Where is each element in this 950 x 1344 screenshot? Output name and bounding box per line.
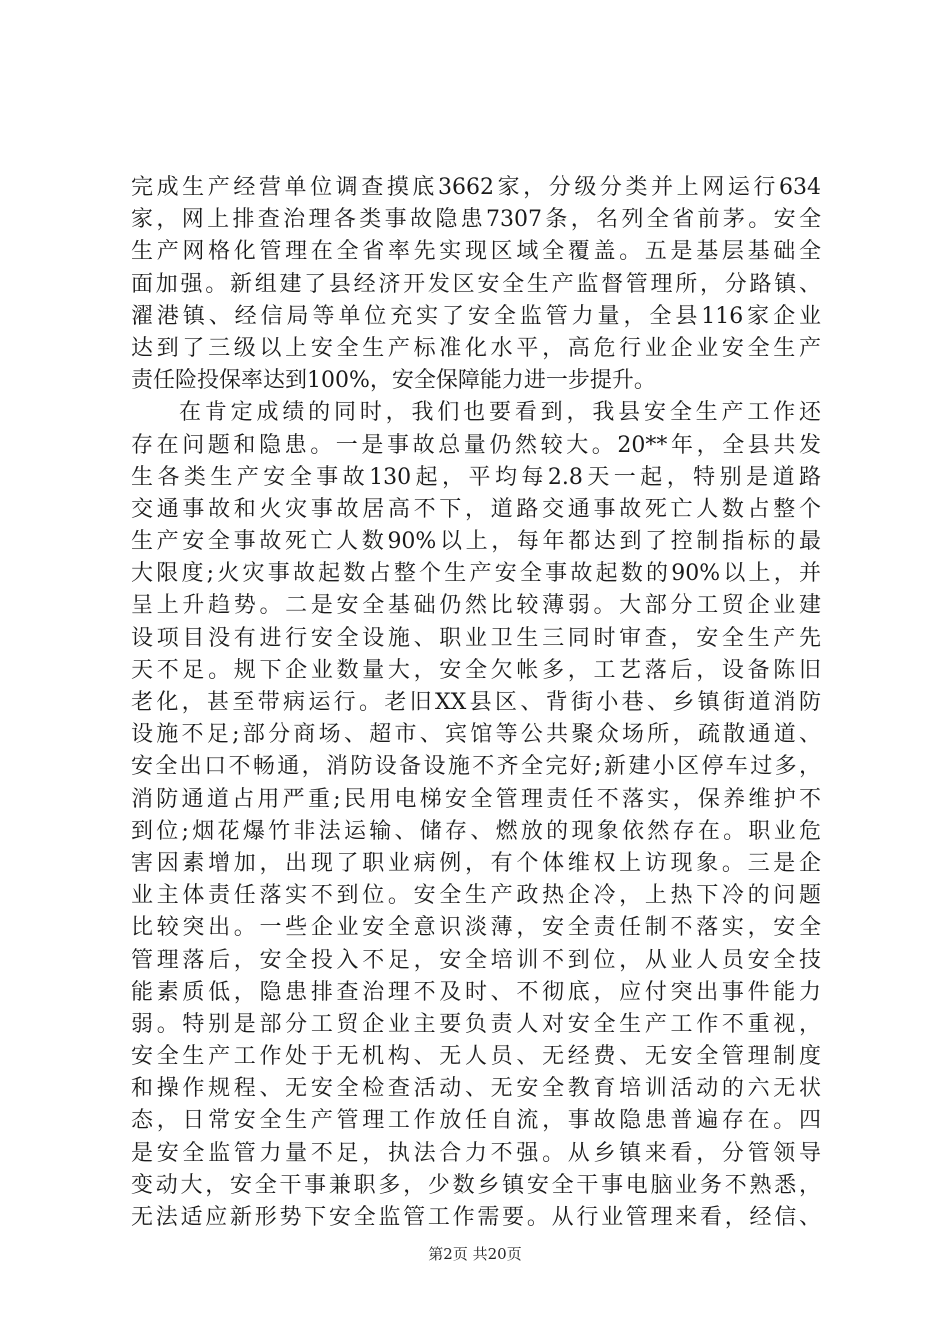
- text-line: 是安全监管力量不足，执法合力不强。从乡镇来看，分管领导: [131, 1140, 821, 1166]
- text-line: 设施不足;部分商场、超市、宾馆等公共聚众场所，疏散通道、: [131, 722, 821, 748]
- text-line: 老化，甚至带病运行。老旧XX县区、背街小巷、乡镇街道消防: [131, 690, 821, 715]
- text-line: 安全生产工作处于无机构、无人员、无经费、无安全管理制度: [131, 1044, 821, 1070]
- text-line: 比较突出。一些企业安全意识淡薄，安全责任制不落实，安全: [131, 915, 821, 941]
- text-line: 和操作规程、无安全检查活动、无安全教育培训活动的六无状: [131, 1076, 821, 1102]
- text-line: 濯港镇、经信局等单位充实了安全监管力量，全县116家企业: [131, 303, 821, 329]
- text-line: 态，日常安全生产管理工作放任自流，事故隐患普遍存在。四: [131, 1108, 821, 1134]
- text-line: 弱。特别是部分工贸企业主要负责人对安全生产工作不重视，: [131, 1011, 821, 1037]
- text-line: 责任险投保率达到100%，安全保障能力进一步提升。: [131, 368, 656, 394]
- text-line: 存在问题和隐患。一是事故总量仍然较大。20**年，全县共发: [131, 432, 821, 458]
- text-line: 消防通道占用严重;民用电梯安全管理责任不落实，保养维护不: [131, 786, 821, 812]
- text-line: 害因素增加，出现了职业病例，有个体维权上访现象。三是企: [131, 850, 821, 876]
- text-line: 业主体责任落实不到位。安全生产政热企冷，上热下冷的问题: [131, 883, 821, 909]
- text-line: 生产安全事故死亡人数90%以上，每年都达到了控制指标的最: [131, 529, 821, 555]
- text-line: 设项目没有进行安全设施、职业卫生三同时审查，安全生产先: [131, 625, 821, 651]
- text-line: 安全出口不畅通，消防设备设施不齐全完好;新建小区停车过多，: [131, 754, 821, 780]
- text-line: 面加强。新组建了县经济开发区安全生产监督管理所，分路镇、: [131, 271, 821, 297]
- text-line: 家，网上排查治理各类事故隐患7307条，名列全省前茅。安全: [131, 207, 821, 233]
- text-line: 天不足。规下企业数量大，安全欠帐多，工艺落后，设备陈旧: [131, 657, 821, 683]
- text-line: 大限度;火灾事故起数占整个生产安全事故起数的90%以上，并: [131, 561, 821, 587]
- text-line: 生产网格化管理在全省率先实现区域全覆盖。五是基层基础全: [131, 239, 821, 265]
- page-footer: [0, 1244, 950, 1264]
- text-line: 完成生产经营单位调查摸底3662家，分级分类并上网运行634: [131, 175, 821, 200]
- text-line: 在肯定成绩的同时，我们也要看到，我县安全生产工作还: [179, 400, 821, 426]
- page-number: 第2页 共20页: [428, 1245, 522, 1263]
- text-line: 管理落后，安全投入不足，安全培训不到位，从业人员安全技: [131, 947, 821, 973]
- text-line: 变动大，安全干事兼职多，少数乡镇安全干事电脑业务不熟悉，: [131, 1172, 821, 1198]
- text-line: 达到了三级以上安全生产标准化水平，高危行业企业安全生产: [131, 335, 821, 361]
- body-text: [131, 172, 821, 1234]
- text-line: 能素质低，隐患排查治理不及时、不彻底，应付突出事件能力: [131, 979, 821, 1005]
- text-line: 到位;烟花爆竹非法运输、储存、燃放的现象依然存在。职业危: [131, 818, 821, 844]
- text-line: 交通事故和火灾事故居高不下，道路交通事故死亡人数占整个: [131, 496, 821, 522]
- text-line: 无法适应新形势下安全监管工作需要。从行业管理来看，经信、: [131, 1205, 821, 1230]
- text-line: 呈上升趋势。二是安全基础仍然比较薄弱。大部分工贸企业建: [131, 593, 821, 619]
- text-line: 生各类生产安全事故130起，平均每2.8天一起，特别是道路: [131, 464, 821, 490]
